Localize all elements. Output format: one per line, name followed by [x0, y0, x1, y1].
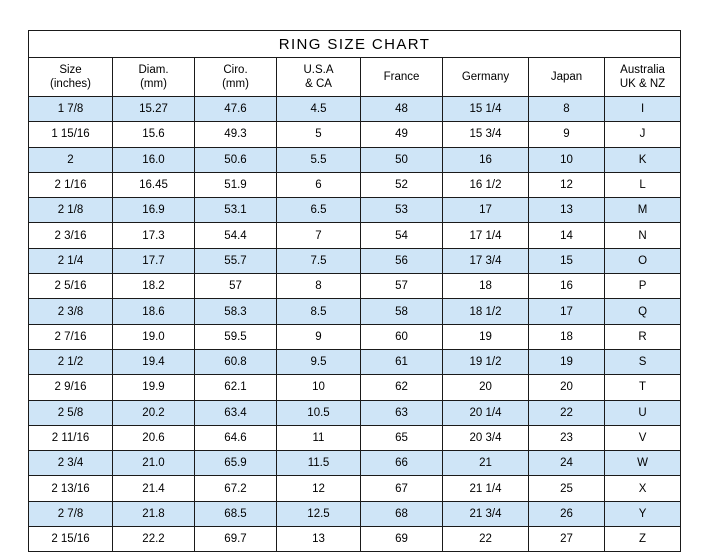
table-cell: 23	[529, 425, 605, 450]
table-cell: 8	[529, 97, 605, 122]
table-cell: 6.5	[277, 198, 361, 223]
table-cell: 49	[361, 122, 443, 147]
table-cell: X	[605, 476, 681, 501]
table-cell: 15.6	[113, 122, 195, 147]
table-cell: 11.5	[277, 451, 361, 476]
table-cell: 2 7/8	[29, 501, 113, 526]
table-cell: 69	[361, 527, 443, 552]
table-cell: 50.6	[195, 147, 277, 172]
table-cell: 16 1/2	[443, 172, 529, 197]
table-body	[29, 31, 681, 552]
column-header-line1: Size	[59, 63, 82, 76]
table-cell: 57	[361, 274, 443, 299]
table-cell: 17.7	[113, 248, 195, 273]
table-cell: 9	[277, 324, 361, 349]
table-cell: 52	[361, 172, 443, 197]
table-cell: 62.1	[195, 375, 277, 400]
table-row	[29, 375, 681, 400]
table-cell: M	[605, 198, 681, 223]
table-cell: K	[605, 147, 681, 172]
table-cell: 47.6	[195, 97, 277, 122]
table-row	[29, 198, 681, 223]
table-cell: 20	[529, 375, 605, 400]
table-cell: 58	[361, 299, 443, 324]
table-cell: 15 3/4	[443, 122, 529, 147]
table-cell: 68	[361, 501, 443, 526]
column-header-4	[361, 58, 443, 97]
table-cell: 21.8	[113, 501, 195, 526]
column-header-5	[443, 58, 529, 97]
table-cell: W	[605, 451, 681, 476]
table-cell: O	[605, 248, 681, 273]
table-cell: S	[605, 349, 681, 374]
column-header-line2: (inches)	[50, 78, 91, 90]
table-cell: 8.5	[277, 299, 361, 324]
table-row	[29, 97, 681, 122]
table-cell: N	[605, 223, 681, 248]
table-cell: 17 3/4	[443, 248, 529, 273]
table-cell: 11	[277, 425, 361, 450]
table-cell: 2 1/16	[29, 172, 113, 197]
table-row	[29, 501, 681, 526]
table-cell: 7.5	[277, 248, 361, 273]
table-cell: 7	[277, 223, 361, 248]
table-cell: 18.6	[113, 299, 195, 324]
title-row	[29, 31, 681, 58]
table-cell: 67	[361, 476, 443, 501]
table-row	[29, 299, 681, 324]
table-row	[29, 122, 681, 147]
table-cell: 15 1/4	[443, 97, 529, 122]
table-cell: J	[605, 122, 681, 147]
table-cell: 62	[361, 375, 443, 400]
column-header-line1: France	[383, 70, 420, 83]
table-cell: 12.5	[277, 501, 361, 526]
table-cell: 17	[443, 198, 529, 223]
column-header-6	[529, 58, 605, 97]
table-cell: 18	[443, 274, 529, 299]
table-cell: 22	[529, 400, 605, 425]
column-header-line2: & CA	[305, 78, 332, 90]
table-row	[29, 527, 681, 552]
table-cell: 17.3	[113, 223, 195, 248]
table-header-row	[29, 58, 681, 97]
table-row	[29, 451, 681, 476]
table-cell: 15	[529, 248, 605, 273]
column-header-2	[195, 58, 277, 97]
table-cell: 14	[529, 223, 605, 248]
table-cell: 18 1/2	[443, 299, 529, 324]
table-cell: 56	[361, 248, 443, 273]
table-cell: 2 3/4	[29, 451, 113, 476]
table-cell: 5.5	[277, 147, 361, 172]
column-header-line1: Japan	[550, 70, 583, 83]
table-cell: 2 5/8	[29, 400, 113, 425]
table-cell: 58.3	[195, 299, 277, 324]
table-cell: 2 11/16	[29, 425, 113, 450]
table-cell: 65	[361, 425, 443, 450]
table-cell: 8	[277, 274, 361, 299]
table-cell: 13	[529, 198, 605, 223]
table-cell: 21.4	[113, 476, 195, 501]
table-cell: 16.0	[113, 147, 195, 172]
table-cell: 67.2	[195, 476, 277, 501]
table-cell: 2	[29, 147, 113, 172]
table-cell: 2 9/16	[29, 375, 113, 400]
table-cell: 22	[443, 527, 529, 552]
column-header-line1: Diam.	[138, 63, 169, 76]
table-cell: 1 15/16	[29, 122, 113, 147]
column-header-7	[605, 58, 681, 97]
table-cell: 25	[529, 476, 605, 501]
table-cell: 2 1/2	[29, 349, 113, 374]
table-cell: 2 1/4	[29, 248, 113, 273]
table-cell: 57	[195, 274, 277, 299]
table-cell: 51.9	[195, 172, 277, 197]
table-cell: Y	[605, 501, 681, 526]
table-cell: 19	[529, 349, 605, 374]
table-cell: 19.0	[113, 324, 195, 349]
table-cell: 2 1/8	[29, 198, 113, 223]
table-cell: 2 3/16	[29, 223, 113, 248]
table-row	[29, 147, 681, 172]
column-header-line2: (mm)	[140, 78, 167, 90]
table-cell: 16.45	[113, 172, 195, 197]
table-row	[29, 172, 681, 197]
table-cell: 19.4	[113, 349, 195, 374]
table-cell: 24	[529, 451, 605, 476]
table-cell: 54.4	[195, 223, 277, 248]
table-cell: U	[605, 400, 681, 425]
table-cell: 22.2	[113, 527, 195, 552]
column-header-0	[29, 58, 113, 97]
table-cell: Z	[605, 527, 681, 552]
table-row	[29, 248, 681, 273]
table-cell: 16	[529, 274, 605, 299]
table-cell: 66	[361, 451, 443, 476]
table-cell: 4.5	[277, 97, 361, 122]
table-cell: 20.6	[113, 425, 195, 450]
table-cell: Q	[605, 299, 681, 324]
table-cell: 10.5	[277, 400, 361, 425]
table-cell: 27	[529, 527, 605, 552]
table-row	[29, 223, 681, 248]
table-cell: 19 1/2	[443, 349, 529, 374]
table-cell: 20.2	[113, 400, 195, 425]
table-cell: 2 15/16	[29, 527, 113, 552]
table-cell: 26	[529, 501, 605, 526]
column-header-line2: UK & NZ	[619, 78, 666, 90]
table-row	[29, 274, 681, 299]
table-cell: 49.3	[195, 122, 277, 147]
table-row	[29, 476, 681, 501]
table-cell: 53	[361, 198, 443, 223]
table-cell: 59.5	[195, 324, 277, 349]
table-cell: 16.9	[113, 198, 195, 223]
table-cell: 10	[277, 375, 361, 400]
table-cell: 2 3/8	[29, 299, 113, 324]
ring-size-table	[28, 30, 681, 552]
table-cell: 69.7	[195, 527, 277, 552]
column-header-line1: U.S.A	[303, 63, 334, 76]
table-cell: 21 1/4	[443, 476, 529, 501]
table-cell: I	[605, 97, 681, 122]
table-cell: 5	[277, 122, 361, 147]
table-cell: 20 1/4	[443, 400, 529, 425]
table-cell: 12	[277, 476, 361, 501]
table-cell: 18.2	[113, 274, 195, 299]
table-cell: 53.1	[195, 198, 277, 223]
table-cell: 18	[529, 324, 605, 349]
table-cell: P	[605, 274, 681, 299]
table-cell: 20 3/4	[443, 425, 529, 450]
table-cell: 19	[443, 324, 529, 349]
table-cell: 21 3/4	[443, 501, 529, 526]
table-cell: 60	[361, 324, 443, 349]
table-cell: 64.6	[195, 425, 277, 450]
page-title: RING SIZE CHART	[29, 31, 681, 58]
column-header-line1: Ciro.	[223, 63, 248, 76]
table-cell: 21.0	[113, 451, 195, 476]
table-cell: 2 5/16	[29, 274, 113, 299]
table-cell: 16	[443, 147, 529, 172]
table-cell: 50	[361, 147, 443, 172]
table-cell: R	[605, 324, 681, 349]
table-row	[29, 425, 681, 450]
table-cell: 19.9	[113, 375, 195, 400]
table-cell: 65.9	[195, 451, 277, 476]
column-header-line1: Germany	[461, 70, 510, 83]
table-cell: 6	[277, 172, 361, 197]
table-cell: 9.5	[277, 349, 361, 374]
table-cell: 17 1/4	[443, 223, 529, 248]
table-cell: 63	[361, 400, 443, 425]
table-cell: L	[605, 172, 681, 197]
table-cell: 48	[361, 97, 443, 122]
table-cell: 20	[443, 375, 529, 400]
table-cell: 61	[361, 349, 443, 374]
column-header-line2: (mm)	[222, 78, 249, 90]
table-row	[29, 349, 681, 374]
table-cell: 63.4	[195, 400, 277, 425]
table-cell: 12	[529, 172, 605, 197]
table-cell: 17	[529, 299, 605, 324]
table-cell: 21	[443, 451, 529, 476]
table-cell: 15.27	[113, 97, 195, 122]
table-cell: 1 7/8	[29, 97, 113, 122]
table-cell: 68.5	[195, 501, 277, 526]
table-cell: 60.8	[195, 349, 277, 374]
table-cell: 10	[529, 147, 605, 172]
column-header-1	[113, 58, 195, 97]
table-row	[29, 324, 681, 349]
table-cell: 2 7/16	[29, 324, 113, 349]
table-cell: 54	[361, 223, 443, 248]
ring-size-chart	[28, 30, 680, 552]
table-cell: 2 13/16	[29, 476, 113, 501]
column-header-line1: Australia	[620, 63, 665, 76]
table-cell: T	[605, 375, 681, 400]
table-cell: 9	[529, 122, 605, 147]
table-cell: 13	[277, 527, 361, 552]
table-row	[29, 400, 681, 425]
table-cell: 55.7	[195, 248, 277, 273]
table-cell: V	[605, 425, 681, 450]
column-header-3	[277, 58, 361, 97]
